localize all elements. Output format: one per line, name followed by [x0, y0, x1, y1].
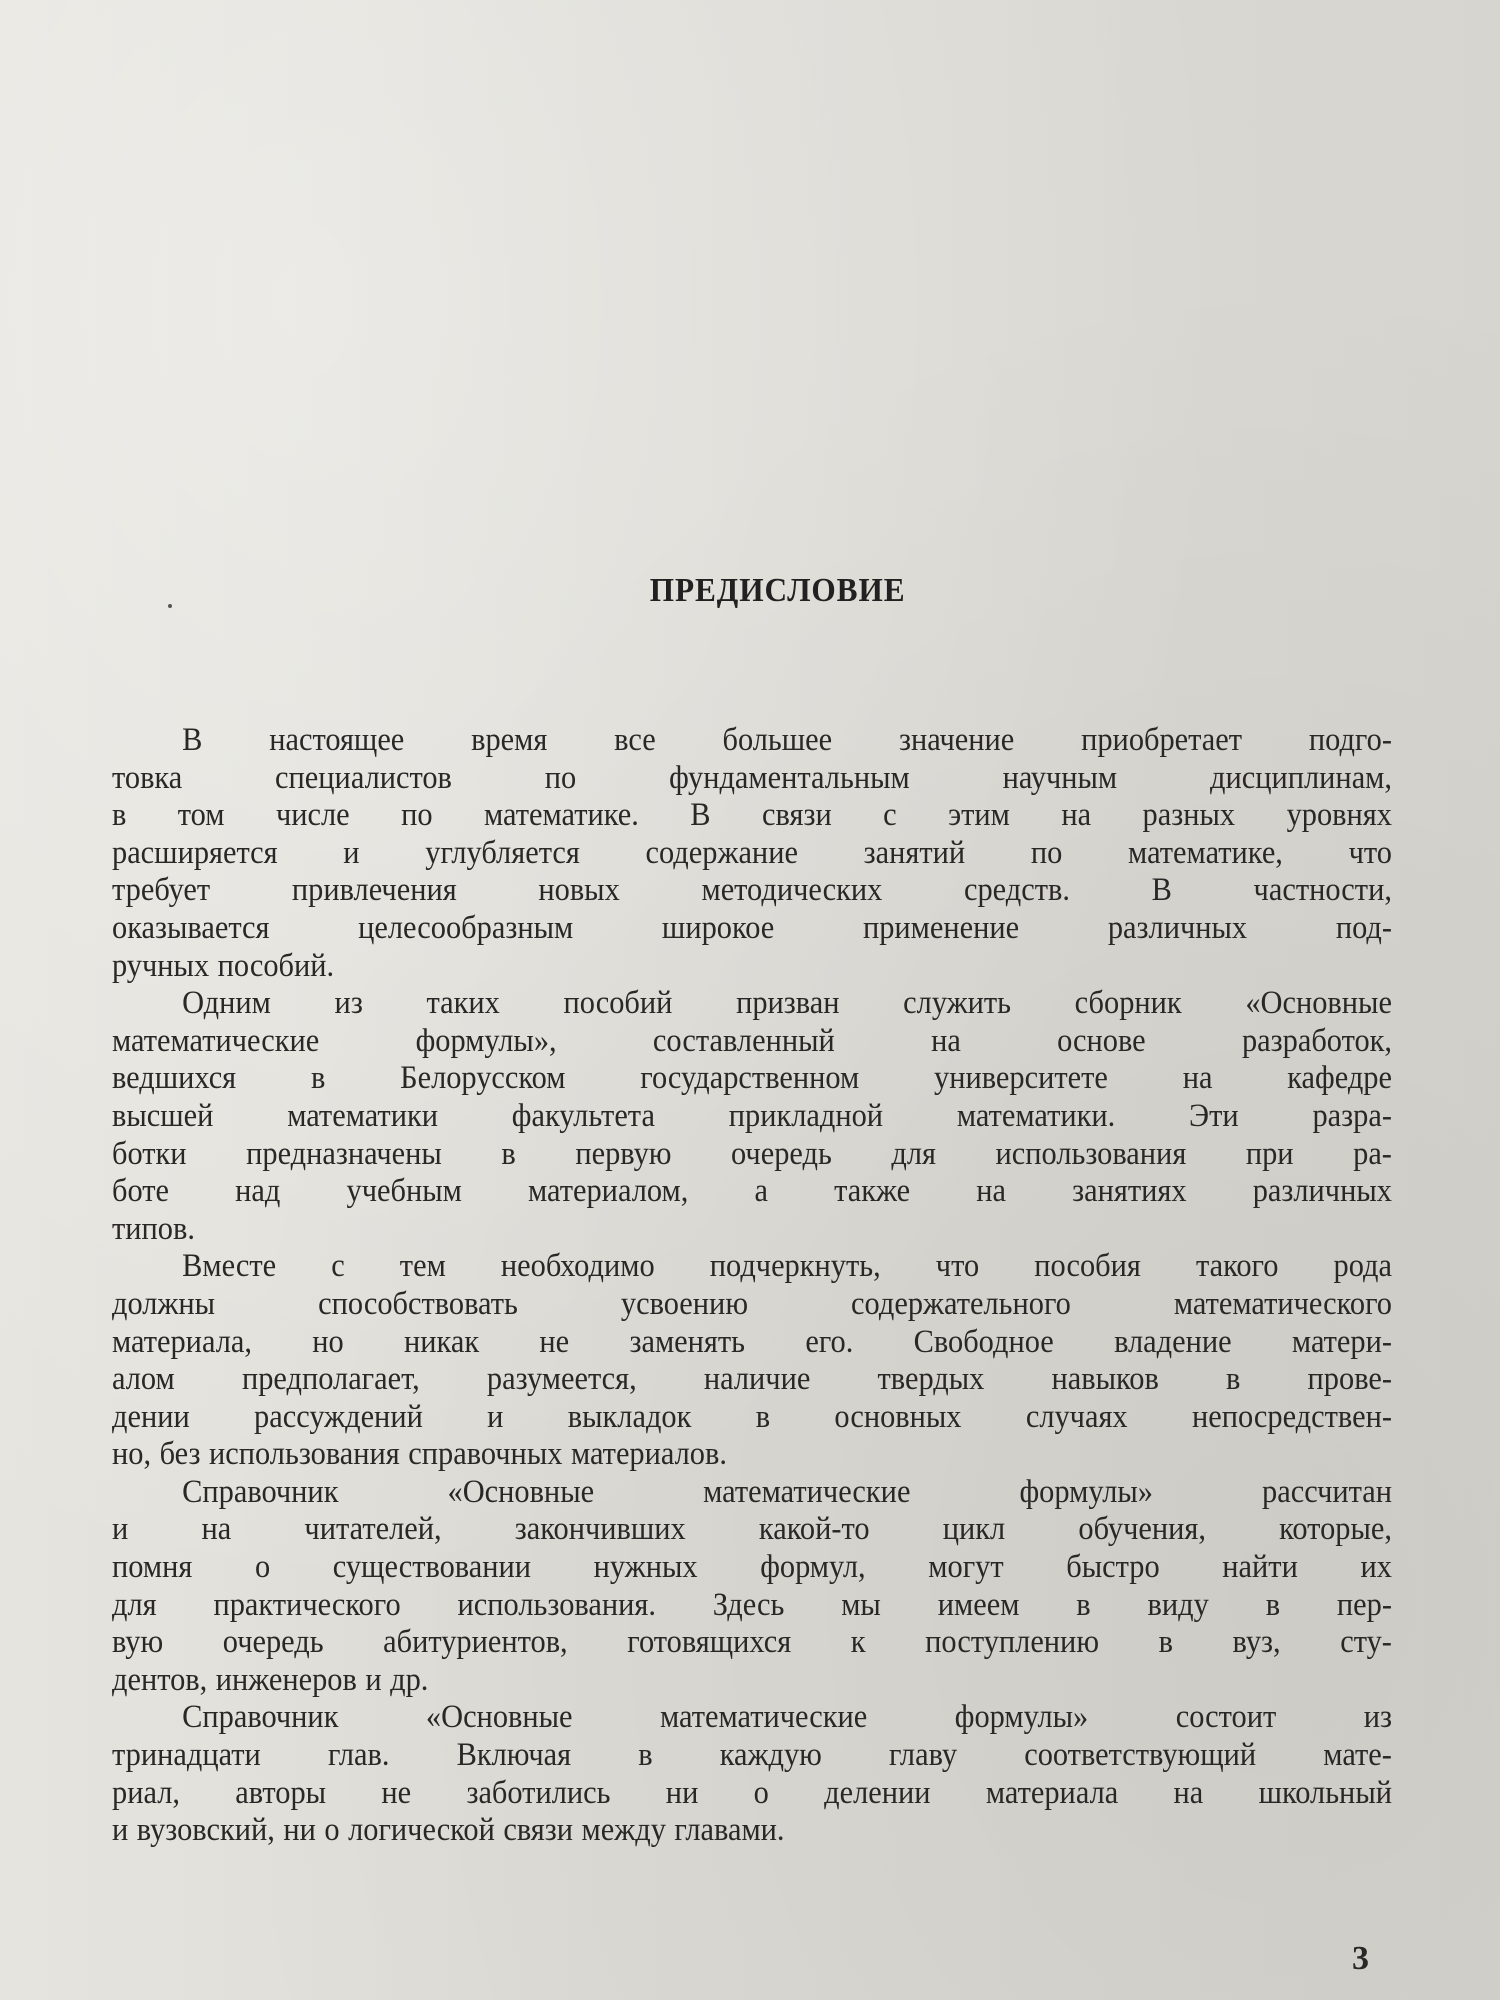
word: в [1225, 1361, 1241, 1398]
word: материалом, [528, 1173, 689, 1210]
word: инженеров [215, 1661, 357, 1698]
word: найти [1222, 1549, 1298, 1586]
word: формулы» [954, 1699, 1089, 1736]
word: высшей [112, 1097, 214, 1134]
word: что [1348, 834, 1392, 871]
word: могут [928, 1549, 1004, 1586]
word: по [401, 797, 433, 834]
word: учебным [346, 1173, 462, 1210]
word: о [753, 1774, 769, 1811]
word: товка [112, 759, 183, 796]
word: матери- [1291, 1323, 1393, 1360]
word: служить [903, 985, 1012, 1022]
text-line [112, 1136, 1392, 1174]
text-line [112, 910, 1392, 948]
text-line [112, 1023, 1392, 1061]
word: тем [399, 1248, 446, 1285]
word: составленный [652, 1022, 835, 1059]
word: главу [888, 1737, 958, 1774]
word: использования [209, 1436, 400, 1473]
word: подго- [1308, 722, 1392, 758]
word: в [112, 797, 127, 834]
word: и [112, 1812, 129, 1849]
word: мы [841, 1586, 881, 1623]
word: расширяется [112, 834, 278, 871]
word: дентов, [112, 1661, 208, 1698]
word: на [1173, 1774, 1204, 1811]
word: подчеркнуть, [709, 1248, 881, 1285]
word: алом [112, 1361, 175, 1398]
word: основных [834, 1398, 962, 1435]
word: этим [948, 797, 1010, 834]
word: уровнях [1286, 797, 1392, 834]
word: нужных [593, 1549, 698, 1586]
word: прове- [1307, 1361, 1392, 1398]
word: государственном [640, 1060, 860, 1097]
text-line [112, 1812, 1392, 1850]
word: пособий. [217, 947, 335, 984]
word: разных [1142, 797, 1236, 834]
word: математике. [484, 797, 639, 834]
text-line [112, 1060, 1392, 1098]
word: углубляется [425, 834, 580, 871]
word: целесообразным [358, 909, 574, 946]
word: все [614, 722, 656, 758]
word: содержание [645, 834, 798, 871]
word: существовании [332, 1549, 532, 1586]
word: и [112, 1511, 129, 1548]
word: способствовать [318, 1285, 518, 1322]
text-line [112, 1098, 1392, 1136]
word: математические [112, 1022, 320, 1059]
word: для [112, 1586, 157, 1623]
word: применение [862, 909, 1020, 946]
word: специалистов [275, 759, 452, 796]
word: обучения, [1078, 1511, 1206, 1548]
word: основе [1057, 1022, 1146, 1059]
text-line [112, 985, 1392, 1023]
word: кафедре [1287, 1060, 1392, 1097]
word: большее [722, 722, 833, 758]
word: оказывается [112, 909, 270, 946]
word: Здесь [712, 1586, 785, 1623]
word: необходимо [500, 1248, 655, 1285]
word: его. [805, 1323, 854, 1360]
text-line [112, 1587, 1392, 1625]
word: и [343, 834, 360, 871]
word: ботки [112, 1135, 187, 1172]
word: типов. [112, 1210, 195, 1247]
word: др. [390, 1661, 429, 1698]
word: риал, [112, 1774, 180, 1811]
word: привлечения [291, 872, 457, 909]
word: вуз, [1232, 1624, 1281, 1661]
word: выкладок [567, 1398, 692, 1435]
word: новых [538, 872, 620, 909]
word: которые, [1279, 1511, 1392, 1548]
word: фундаментальным [669, 759, 910, 796]
text-line [112, 1248, 1392, 1286]
word: В [690, 797, 711, 834]
page-heading: ПРЕДИСЛОВИЕ [649, 572, 906, 609]
text-line [112, 1173, 1392, 1211]
word: сборник [1074, 985, 1182, 1022]
word: в [501, 1135, 516, 1172]
word: но [312, 1323, 344, 1360]
text-line [112, 1737, 1392, 1775]
word: о [324, 1812, 340, 1849]
word: по [544, 759, 577, 796]
word: в [310, 1060, 326, 1097]
word: Свободное [913, 1323, 1054, 1360]
word: различных [1107, 909, 1248, 946]
word: использования [995, 1135, 1187, 1172]
word: должны [112, 1285, 216, 1322]
word: В [182, 722, 203, 758]
word: на [1182, 1060, 1213, 1097]
word: на [201, 1511, 232, 1548]
word: том [177, 797, 225, 834]
word: частности, [1253, 872, 1392, 909]
word: на [1061, 797, 1092, 834]
word: не [381, 1774, 412, 1811]
word: Одним [182, 985, 271, 1022]
word: и [487, 1398, 504, 1435]
word: делении [824, 1774, 931, 1811]
word: материала, [112, 1323, 252, 1360]
word: занятиях [1072, 1173, 1187, 1210]
word: университете [934, 1060, 1108, 1097]
word: но, [112, 1436, 152, 1473]
paragraph [112, 722, 1392, 985]
word: тринадцати [112, 1737, 261, 1774]
word: Справочник [182, 1473, 339, 1510]
word: не [539, 1323, 570, 1360]
word: дении [112, 1398, 190, 1435]
word: главами. [674, 1812, 785, 1849]
word: в [755, 1398, 771, 1435]
word: для [891, 1135, 936, 1172]
word: с [883, 797, 897, 834]
word: без [159, 1436, 201, 1473]
word: соответствующий [1024, 1737, 1257, 1774]
word: усвоению [620, 1285, 749, 1322]
word: навыков [1051, 1361, 1159, 1398]
word: методических [701, 872, 883, 909]
text-line [112, 872, 1392, 910]
word: под- [1335, 909, 1392, 946]
word: рода [1333, 1248, 1392, 1285]
text-line [112, 1324, 1392, 1362]
word: содержательного [851, 1285, 1071, 1322]
word: занятий [863, 834, 966, 871]
word: по [1030, 834, 1063, 871]
word: логической [348, 1812, 495, 1849]
word: ра- [1353, 1135, 1392, 1172]
text-line [112, 1436, 1392, 1474]
text-line [112, 1286, 1392, 1324]
word: справочных [408, 1436, 563, 1473]
text-line [112, 1699, 1392, 1737]
text-line [112, 1549, 1392, 1587]
word: пер- [1336, 1586, 1392, 1623]
word: какой-то [758, 1511, 870, 1548]
word: использования. [457, 1586, 656, 1623]
paragraph [112, 1474, 1392, 1700]
word: пособия [1034, 1248, 1141, 1285]
word: Эти [1189, 1097, 1239, 1134]
word: боте [112, 1173, 170, 1210]
print-speck [168, 604, 172, 608]
word: факультета [511, 1097, 655, 1134]
word: глав. [327, 1737, 390, 1774]
text-line [112, 1775, 1392, 1813]
word: поступлению [925, 1624, 1100, 1661]
word: случаях [1025, 1398, 1128, 1435]
word: разработок, [1241, 1022, 1393, 1059]
word: из [1363, 1699, 1392, 1736]
word: владение [1114, 1323, 1232, 1360]
word: заботились [466, 1774, 611, 1811]
word: быстро [1066, 1549, 1160, 1586]
word: вузовский, [136, 1812, 275, 1849]
word: Справочник [182, 1699, 339, 1736]
word: помня [112, 1549, 193, 1586]
text-line [112, 1662, 1392, 1700]
paragraph [112, 1248, 1392, 1474]
word: также [834, 1173, 911, 1210]
word: читателей, [304, 1511, 442, 1548]
word: очередь [222, 1624, 324, 1661]
word: предназначены [246, 1135, 442, 1172]
word: предполагает, [241, 1361, 420, 1398]
word: математике, [1128, 834, 1283, 871]
word: Включая [456, 1737, 572, 1774]
word: В [1151, 872, 1172, 909]
word: и [365, 1661, 382, 1698]
text-line [112, 1474, 1392, 1512]
word: научным [1002, 759, 1118, 796]
word: рассчитан [1262, 1473, 1393, 1510]
word: первую [575, 1135, 672, 1172]
word: абитуриентов, [383, 1624, 568, 1661]
paragraph [112, 1699, 1392, 1849]
word: их [1360, 1549, 1392, 1586]
word: рассуждений [254, 1398, 423, 1435]
word: требует [112, 872, 211, 909]
preface-body [112, 722, 1392, 1850]
text-line [112, 760, 1392, 798]
word: математики. [956, 1097, 1116, 1134]
word: с [331, 1248, 345, 1285]
word: ручных [112, 947, 210, 984]
word: закончивших [514, 1511, 686, 1548]
word: настоящее [269, 722, 405, 758]
word: разумеется, [486, 1361, 637, 1398]
word: к [850, 1624, 866, 1661]
word: практического [213, 1586, 401, 1623]
text-line [112, 1624, 1392, 1662]
word: на [976, 1173, 1006, 1210]
word: готовящихся [627, 1624, 792, 1661]
word: состоит [1175, 1699, 1277, 1736]
word: Вместе [182, 1248, 277, 1285]
word: в [1265, 1586, 1281, 1623]
word: Белорусском [400, 1060, 566, 1097]
word: связи [762, 797, 832, 834]
word: формул, [760, 1549, 866, 1586]
word: материалов. [570, 1436, 727, 1473]
word: средств. [964, 872, 1070, 909]
word: ведшихся [112, 1060, 237, 1097]
word: над [235, 1173, 281, 1210]
word: математики [287, 1097, 438, 1134]
word: дисциплинам, [1210, 759, 1393, 796]
word: материала [985, 1774, 1119, 1811]
word: каждую [719, 1737, 822, 1774]
word: такого [1195, 1248, 1279, 1285]
word: призван [736, 985, 840, 1022]
text-line [112, 797, 1392, 835]
word: значение [898, 722, 1015, 758]
word: при [1245, 1135, 1294, 1172]
word: твердых [877, 1361, 985, 1398]
word: никак [404, 1323, 480, 1360]
text-line [112, 1211, 1392, 1249]
word: связи [503, 1812, 574, 1849]
word: в [1158, 1624, 1173, 1661]
word: формулы» [1019, 1473, 1153, 1510]
word: математические [703, 1473, 911, 1510]
word: время [471, 722, 548, 758]
word: о [254, 1549, 271, 1586]
word: «Основные [447, 1473, 595, 1510]
word: школьный [1258, 1774, 1393, 1811]
text-line [112, 835, 1392, 873]
text-line [112, 1361, 1392, 1399]
word: математического [1173, 1285, 1392, 1322]
word: «Основные [425, 1699, 573, 1736]
word: непосредствен- [1191, 1398, 1392, 1435]
word: авторы [235, 1774, 327, 1811]
word: на [931, 1022, 961, 1059]
word: формулы», [415, 1022, 557, 1059]
word: ни [283, 1812, 316, 1849]
word: наличие [703, 1361, 811, 1398]
word: пособий [563, 985, 673, 1022]
word: имеем [937, 1586, 1020, 1623]
word: виду [1147, 1586, 1209, 1623]
word: вую [112, 1624, 164, 1661]
page-number: 3 [1352, 1940, 1369, 1977]
text-line [112, 1511, 1392, 1549]
word: мате- [1323, 1737, 1392, 1774]
word: между [581, 1812, 666, 1849]
word: очередь [731, 1135, 832, 1172]
word: сту- [1340, 1624, 1392, 1661]
word: цикл [942, 1511, 1006, 1548]
word: что [935, 1248, 980, 1285]
text-line [112, 1399, 1392, 1437]
word: различных [1252, 1173, 1392, 1210]
word: заменять [629, 1323, 746, 1360]
word: а [754, 1173, 768, 1210]
text-line [112, 722, 1392, 760]
word: числе [275, 797, 350, 834]
word: приобретает [1081, 722, 1243, 758]
word: в [638, 1737, 653, 1774]
word: широкое [661, 909, 775, 946]
text-line [112, 948, 1392, 986]
word: математические [659, 1699, 868, 1736]
word: «Основные [1245, 985, 1392, 1022]
word: прикладной [728, 1097, 884, 1134]
word: в [1076, 1586, 1091, 1623]
word: таких [426, 985, 500, 1022]
paragraph [112, 985, 1392, 1248]
word: из [334, 985, 363, 1022]
word: ни [665, 1774, 699, 1811]
word: разра- [1312, 1097, 1392, 1134]
